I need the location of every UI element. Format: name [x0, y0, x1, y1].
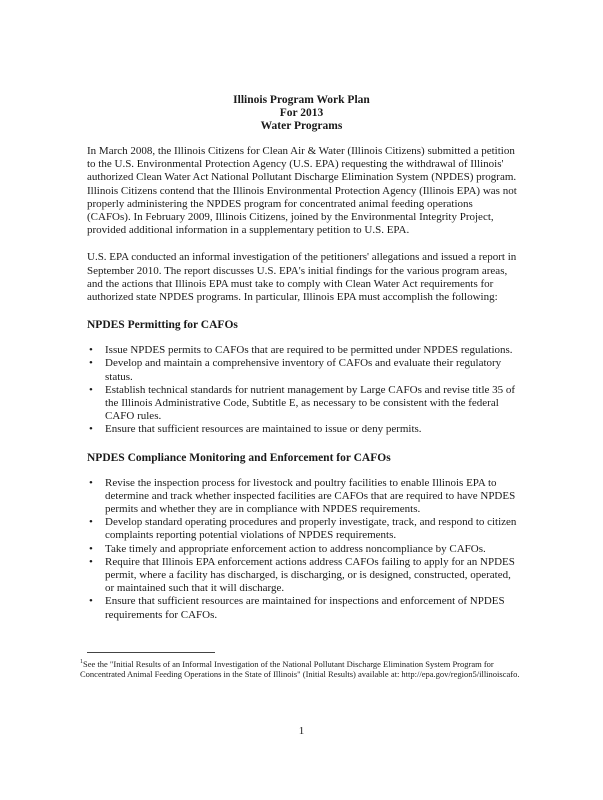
list-item: • Develop and maintain a comprehensive inventory of CAFOs and evaluate their regulatory status. [87, 357, 519, 383]
footnote-text: See the "Initial Results of an Informal Investigation of the National Pollutant Discharge Elimination System Program for Concentrated Animal Feeding Operations in the State of Illinois" (Initial Results) available at: http://epa.gov/region5/illinoiscafo. [80, 658, 520, 680]
document-title [0, 94, 603, 133]
footnote [80, 657, 520, 680]
footnote-divider [87, 652, 215, 653]
list-item: • Revise the inspection process for livestock and poultry facilities to enable Illinois EPA to determine and track whether inspected facilities are CAFOs that are required to have NPDES permits and whether they are in compliance with NPDES requirements. [87, 477, 519, 517]
list-item: • Ensure that sufficient resources are maintained to issue or deny permits. [87, 423, 519, 436]
title-line-2: For 2013 [279, 107, 324, 119]
bullet-list-compliance [87, 477, 519, 622]
title-line-3: Water Programs [260, 120, 343, 132]
list-item: • Ensure that sufficient resources are maintained for inspections and enforcement of NPDES requirements for CAFOs. [87, 595, 519, 621]
bullet-list-permitting [87, 344, 519, 436]
title-line-1: Illinois Program Work Plan [233, 94, 370, 106]
list-item: • Require that Illinois EPA enforcement actions address CAFOs failing to apply for an NPDES permit, where a facility has discharged, is discharging, or is designed, constructed, operated, or maintained such that it will discharge. [87, 556, 519, 596]
section-heading-permitting: NPDES Permitting for CAFOs [87, 319, 238, 332]
list-item: • Establish technical standards for nutrient management by Large CAFOs and revise title 35 of the Illinois Administrative Code, Subtitle E, as necessary to be consistent with the federal CAFO rules. [87, 384, 519, 424]
list-item: • Issue NPDES permits to CAFOs that are required to be permitted under NPDES regulations. [87, 344, 519, 357]
list-item: • Develop standard operating procedures and properly investigate, track, and respond to citizen complaints reporting potential violations of NPDES requirements. [87, 516, 519, 542]
document-body [87, 145, 519, 634]
section-heading-compliance: NPDES Compliance Monitoring and Enforcement for CAFOs [87, 451, 391, 464]
intro-paragraph-2: U.S. EPA conducted an informal investigation of the petitioners' allegations and issued a report in September 2010. The report discusses U.S. EPA's initial findings for the various program areas, and the actions that Illinois EPA must take to comply with Clean Water Act requirements for authorized state NPDES programs. In particular, Illinois EPA must accomplish the following: [87, 251, 517, 304]
list-item: • Take timely and appropriate enforcement action to address noncompliance by CAFOs. [87, 543, 519, 556]
page-number: 1 [298, 725, 305, 737]
footnote-marker: 1 [80, 659, 83, 665]
intro-paragraph-1: In March 2008, the Illinois Citizens for Clean Air & Water (Illinois Citizens) submitted a petition to the U.S. Environmental Protection Agency (U.S. EPA) requesting the withdrawal of Illinois' authorized Clean Water Act National Pollutant Discharge Elimination System (NPDES) program. Illinois Citizens contend that the Illinois Environmental Protection Agency (Illinois EPA) was not properly administering the NPDES program for concentrated animal feeding operations (CAFOs). In February 2009, Illinois Citizens, joined by the Environmental Integrity Project, provided additional information in a supplementary petition to U.S. EPA. [87, 145, 517, 237]
